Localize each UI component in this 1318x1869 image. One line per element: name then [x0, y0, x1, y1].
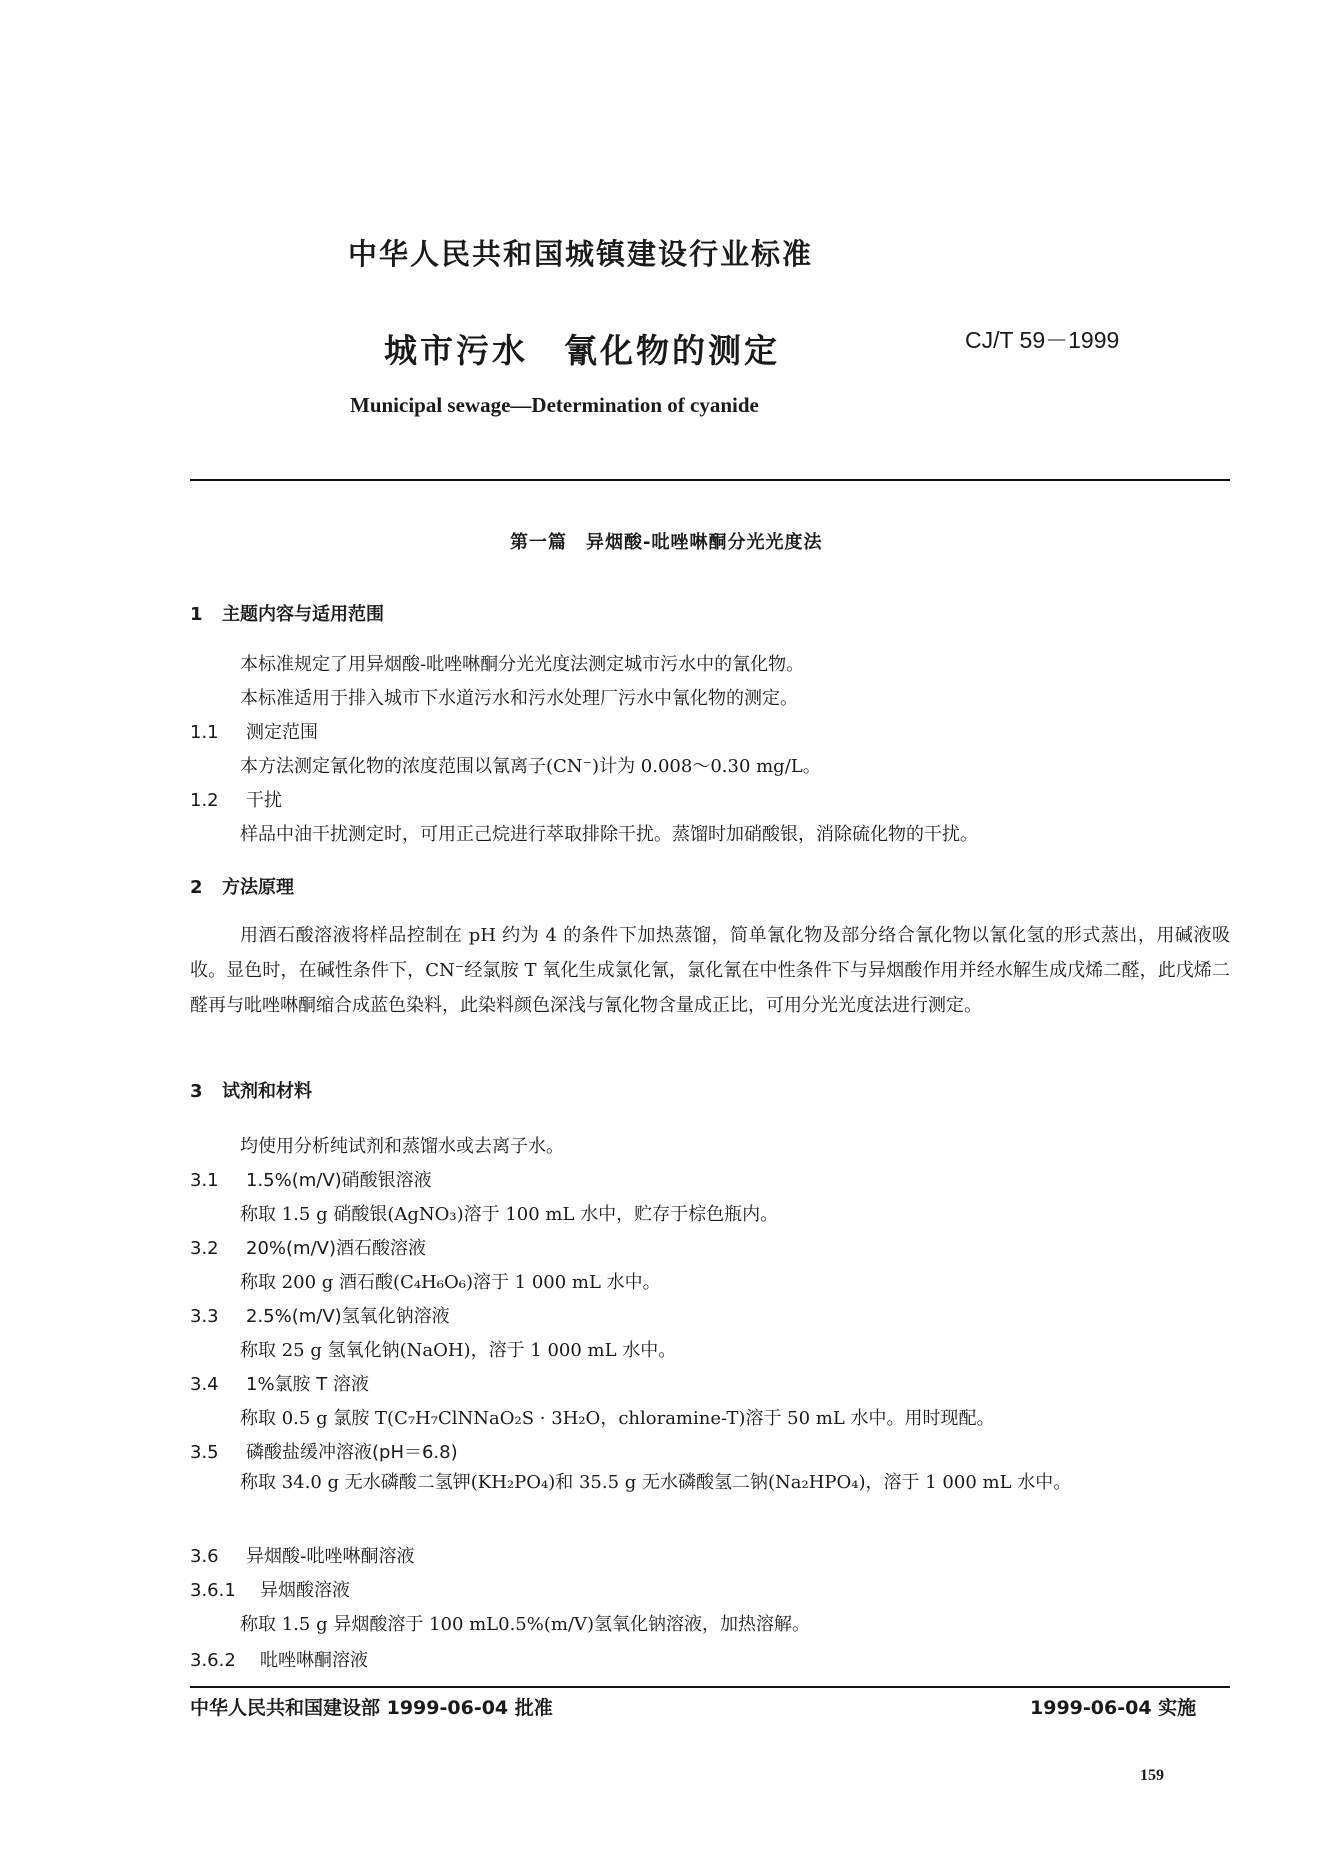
- section-number: 3: [190, 1081, 203, 1102]
- section-3-1-text: 称取 1.5 g 硝酸银(AgNO₃)溶于 100 mL 水中，贮存于棕色瓶内。: [240, 1204, 779, 1225]
- section-number: 3.6.1: [190, 1580, 236, 1601]
- section-number: 3.5: [190, 1442, 219, 1463]
- section-3-5-text: 称取 34.0 g 无水磷酸二氢钾(KH₂PO₄)和 35.5 g 无水磷酸氢二钠(Na₂HPO₄)，溶于 1 000 mL 水中。: [240, 1472, 1072, 1493]
- section-number: 1.1: [190, 722, 219, 743]
- section-title: 方法原理: [222, 877, 294, 898]
- section-1-1-text: 本方法测定氰化物的浓度范围以氰离子(CN⁻)计为 0.008～0.30 mg/L。: [240, 756, 821, 777]
- section-3-text: 均使用分析纯试剂和蒸馏水或去离子水。: [240, 1136, 564, 1157]
- section-number: 1.2: [190, 790, 219, 811]
- section-number: 1: [190, 604, 203, 625]
- section-title: 20%(m/V)酒石酸溶液: [246, 1238, 426, 1259]
- english-title: Municipal sewage—Determination of cyanide: [350, 393, 759, 417]
- section-number: 3.1: [190, 1170, 219, 1191]
- section-title: 1.5%(m/V)硝酸银溶液: [246, 1170, 432, 1191]
- section-1-1-heading: [190, 718, 318, 744]
- section-title: 测定范围: [246, 722, 318, 743]
- section-title: 干扰: [246, 790, 282, 811]
- part-title: 第一篇 异烟酸-吡唑啉酮分光光度法: [510, 532, 823, 553]
- section-3-4-heading: [190, 1370, 369, 1396]
- section-title: 吡唑啉酮溶液: [260, 1650, 368, 1671]
- section-number: 3.6: [190, 1546, 219, 1567]
- section-title: 试剂和材料: [222, 1081, 312, 1102]
- effective-note: 1999-06-04 实施: [1030, 1697, 1197, 1719]
- section-number: 3.2: [190, 1238, 219, 1259]
- section-2-paragraph: 用酒石酸溶液将样品控制在 pH 约为 4 的条件下加热蒸馏，简单氰化物及部分络合氰化物以氰化氢的形式蒸出，用碱液吸收。显色时，在碱性条件下，CN⁻经氯胺 T 氧化生成氯化氰，氯化氰在中性条件下与异烟酸作用并经水解生成戊烯二醛，此戊烯二醛再与吡唑啉酮缩合成蓝色染料，此染料颜色深浅与氰化物含量成正比，可用分光光度法进行测定。: [190, 925, 1230, 1016]
- section-3-4-text: 称取 0.5 g 氯胺 T(C₇H₇ClNNaO₂S · 3H₂O，chloramine-T)溶于 50 mL 水中。用时现配。: [240, 1408, 995, 1429]
- section-3-3-text: 称取 25 g 氢氧化钠(NaOH)，溶于 1 000 mL 水中。: [240, 1340, 677, 1361]
- standard-title: 中华人民共和国城镇建设行业标准: [348, 237, 814, 271]
- section-1-paragraph: 本标准适用于排入城市下水道污水和污水处理厂污水中氰化物的测定。: [240, 688, 798, 709]
- section-number: 2: [190, 877, 203, 898]
- section-3-3-heading: [190, 1302, 450, 1328]
- section-1-heading: [190, 600, 384, 626]
- section-3-6-2-heading: [190, 1646, 368, 1672]
- section-3-heading: [190, 1077, 312, 1103]
- footer-divider: [190, 1686, 1230, 1688]
- section-1-paragraph: 本标准规定了用异烟酸-吡唑啉酮分光光度法测定城市污水中的氰化物。: [240, 654, 805, 675]
- section-number: 3.6.2: [190, 1650, 236, 1671]
- section-3-5-heading: [190, 1438, 458, 1464]
- section-1-2-text: 样品中油干扰测定时，可用正己烷进行萃取排除干扰。蒸馏时加硝酸银，消除硫化物的干扰。: [240, 824, 978, 845]
- section-title: 1%氯胺 T 溶液: [246, 1374, 369, 1395]
- section-title: 2.5%(m/V)氢氧化钠溶液: [246, 1306, 450, 1327]
- section-title: 磷酸盐缓冲溶液(pH＝6.8): [246, 1442, 458, 1463]
- approval-note: 中华人民共和国建设部 1999-06-04 批准: [190, 1697, 553, 1719]
- section-title: 异烟酸-吡唑啉酮溶液: [246, 1546, 415, 1567]
- section-3-1-heading: [190, 1166, 432, 1192]
- header-divider: [190, 479, 1230, 481]
- section-3-6-heading: [190, 1542, 415, 1568]
- section-title: 主题内容与适用范围: [222, 604, 384, 625]
- section-number: 3.3: [190, 1306, 219, 1327]
- section-2-heading: [190, 873, 294, 899]
- section-title: 异烟酸溶液: [260, 1580, 350, 1601]
- section-3-2-text: 称取 200 g 酒石酸(C₄H₆O₆)溶于 1 000 mL 水中。: [240, 1272, 661, 1293]
- document-code: CJ/T 59－1999: [965, 327, 1120, 353]
- section-3-6-1-text: 称取 1.5 g 异烟酸溶于 100 mL0.5%(m/V)氢氧化钠溶液，加热溶解。: [240, 1614, 811, 1635]
- section-1-2-heading: [190, 786, 282, 812]
- page-number: 159: [1140, 1767, 1164, 1784]
- document-title: 城市污水 氰化物的测定: [384, 331, 780, 370]
- section-number: 3.4: [190, 1374, 219, 1395]
- section-3-6-1-heading: [190, 1576, 350, 1602]
- section-3-2-heading: [190, 1234, 426, 1260]
